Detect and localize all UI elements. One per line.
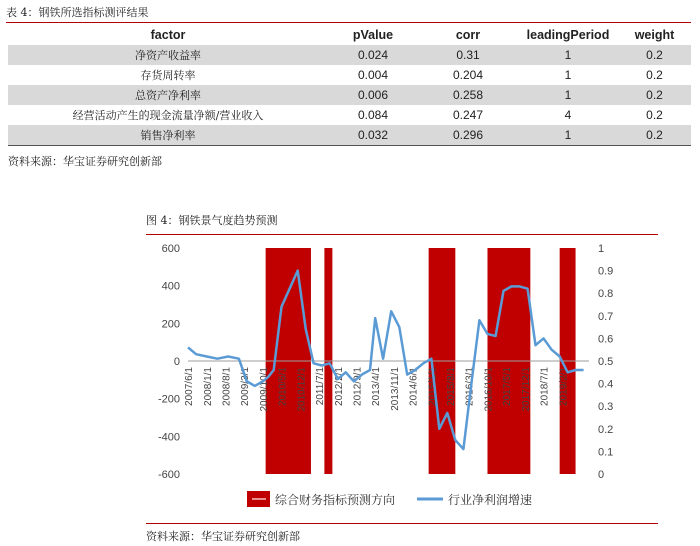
col-header-weight: weight [634, 28, 675, 42]
col-header-corr: corr [455, 28, 481, 42]
x-axis-tick-label: 2008/1/1 [202, 367, 214, 406]
cell-pvalue: 0.032 [328, 125, 418, 146]
cell-corr: 0.258 [418, 85, 518, 105]
x-axis-tick-label: 2019/2/1 [558, 367, 570, 406]
right-axis-tick-label: 0.6 [598, 333, 614, 346]
cell-factor: 销售净利率 [8, 125, 328, 146]
right-axis-tick-label: 0.5 [598, 356, 614, 368]
figure-source-note: 资料来源：华宝证券研究创新部 [146, 530, 300, 543]
cell-corr: 0.247 [452, 108, 484, 122]
cell-corr: 0.204 [452, 68, 484, 82]
cell-leading-period: 1 [518, 85, 618, 105]
x-axis-tick-label: 2016/10/1 [483, 367, 495, 412]
left-axis-tick-label: 400 [161, 280, 180, 293]
x-axis-tick-label: 2015/8/1 [445, 367, 457, 406]
right-axis-tick-label: 0.7 [598, 310, 614, 323]
cell-pvalue: 0.004 [357, 68, 389, 82]
cell-leading-period: 1 [564, 68, 572, 82]
x-axis-tick-label: 2012/2/1 [333, 367, 345, 406]
cell-factor: 经营活动产生的现金流量净额/营业收入 [72, 109, 264, 122]
cell-corr: 0.296 [418, 125, 518, 146]
x-axis-tick-label: 2010/12/1 [296, 367, 308, 412]
right-axis-tick-label: 0.2 [598, 423, 614, 436]
cell-weight: 0.2 [646, 68, 663, 82]
right-axis-tick-label: 0.9 [598, 265, 614, 278]
col-header-leading-period: leadingPeriod [526, 28, 610, 42]
cell-leading-period: 1 [518, 45, 618, 65]
cell-weight: 0.2 [618, 45, 691, 65]
x-axis-tick-label: 2014/6/1 [408, 367, 420, 406]
left-axis-tick-label: 600 [161, 243, 180, 255]
x-axis-tick-label: 2009/3/1 [240, 367, 252, 406]
right-axis-tick-label: 0.8 [598, 288, 614, 301]
x-axis-tick-label: 2011/7/1 [314, 367, 326, 406]
cell-factor: 存货周转率 [140, 69, 196, 82]
left-axis-tick-label: -400 [157, 431, 180, 444]
table-source-note: 资料来源：华宝证券研究创新部 [8, 155, 162, 168]
cell-leading-period: 1 [518, 125, 618, 146]
figure-bottom-rule [146, 523, 658, 524]
x-axis-tick-label: 2009/10/1 [258, 367, 270, 412]
col-header-factor: factor [150, 28, 186, 42]
cell-weight: 0.2 [618, 85, 691, 105]
cell-pvalue: 0.084 [357, 108, 389, 122]
cell-weight: 0.2 [618, 125, 691, 146]
x-axis-tick-label: 2007/6/1 [184, 367, 195, 406]
x-axis-tick-label: 2017/5/1 [502, 367, 514, 406]
x-axis-tick-label: 2012/9/1 [352, 367, 364, 406]
x-axis-tick-label: 2008/8/1 [221, 367, 233, 406]
x-axis-tick-label: 2013/11/1 [389, 367, 401, 411]
left-axis-tick-label: -200 [157, 393, 180, 406]
right-axis-tick-label: 1 [598, 243, 605, 255]
cell-leading-period: 4 [564, 108, 572, 122]
left-axis-tick-label: 200 [161, 318, 180, 331]
col-header-pvalue: pValue [352, 28, 394, 42]
x-axis-tick-label: 2016/3/1 [464, 367, 476, 406]
x-axis-tick-label: 2013/4/1 [371, 367, 383, 406]
x-axis-tick-label: 2010/5/1 [277, 367, 289, 406]
figure-caption: 图 4：钢铁景气度趋势预测 [146, 214, 278, 227]
left-axis-tick-label: 0 [173, 356, 180, 368]
right-axis-tick-label: 0.4 [598, 378, 614, 391]
left-axis-tick-label: -600 [157, 469, 180, 481]
cell-pvalue: 0.006 [328, 85, 418, 105]
x-axis-tick-label: 2017/12/1 [520, 367, 532, 412]
x-axis-tick-label: 2018/7/1 [539, 367, 551, 406]
right-axis-tick-label: 0 [598, 469, 605, 481]
legend-label-signal-band: 综合财务指标预测方向 [275, 493, 396, 507]
right-axis-tick-label: 0.3 [598, 401, 614, 414]
cell-factor: 总资产净利率 [8, 85, 328, 105]
legend-label-profit-growth: 行业净利润增速 [448, 493, 533, 507]
cell-factor: 净资产收益率 [8, 45, 328, 65]
cell-corr: 0.31 [418, 45, 518, 65]
x-axis-tick-label: 2015/1/1 [427, 367, 439, 406]
right-axis-tick-label: 0.1 [598, 446, 614, 459]
cell-pvalue: 0.024 [328, 45, 418, 65]
cell-weight: 0.2 [646, 108, 663, 122]
table-caption: 表 4：钢铁所选指标测评结果 [6, 6, 149, 19]
